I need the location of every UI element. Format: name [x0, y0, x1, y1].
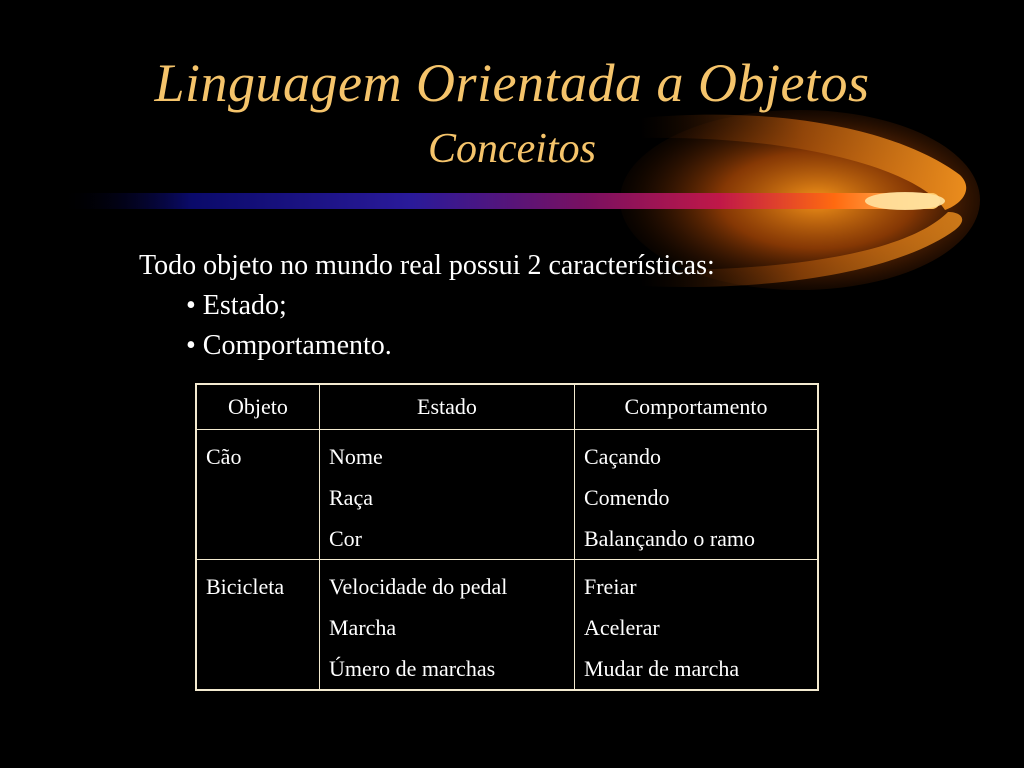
estado-item: Úmero de marchas — [329, 656, 496, 681]
color-streak — [60, 193, 940, 209]
bullet-estado: • Estado; — [186, 290, 287, 321]
streak-highlight — [865, 192, 945, 210]
header-estado: Estado — [320, 384, 575, 430]
table-row — [196, 560, 818, 691]
objeto-name: Cão — [206, 444, 242, 469]
objeto-name: Bicicleta — [206, 574, 285, 599]
slide-body — [139, 246, 715, 366]
cell-comportamento — [575, 430, 819, 560]
comportamento-item: Caçando — [584, 444, 661, 469]
estado-item: Cor — [329, 526, 362, 551]
estado-item: Velocidade do pedal — [329, 574, 508, 599]
comportamento-item: Acelerar — [584, 615, 660, 640]
slide-title: Linguagem Orientada a Objetos — [154, 53, 870, 113]
cell-comportamento — [575, 560, 819, 691]
cell-estado — [320, 560, 575, 691]
table-row — [196, 430, 818, 560]
comportamento-item: Comendo — [584, 485, 670, 510]
comportamento-item: Mudar de marcha — [584, 656, 740, 681]
table-header-row — [196, 384, 818, 430]
cell-objeto — [196, 430, 320, 560]
header-objeto: Objeto — [196, 384, 320, 430]
slide-subtitle: Conceitos — [428, 126, 596, 172]
intro-text: Todo objeto no mundo real possui 2 características: — [139, 250, 715, 281]
estado-item: Raça — [329, 485, 373, 510]
estado-item: Marcha — [329, 615, 397, 640]
cell-estado — [320, 430, 575, 560]
concepts-table — [195, 383, 819, 691]
cell-objeto — [196, 560, 320, 691]
comportamento-item: Balançando o ramo — [584, 526, 756, 551]
bullet-comportamento: • Comportamento. — [186, 330, 392, 361]
estado-item: Nome — [329, 444, 383, 469]
comportamento-item: Freiar — [584, 574, 637, 599]
header-comportamento: Comportamento — [575, 384, 819, 430]
